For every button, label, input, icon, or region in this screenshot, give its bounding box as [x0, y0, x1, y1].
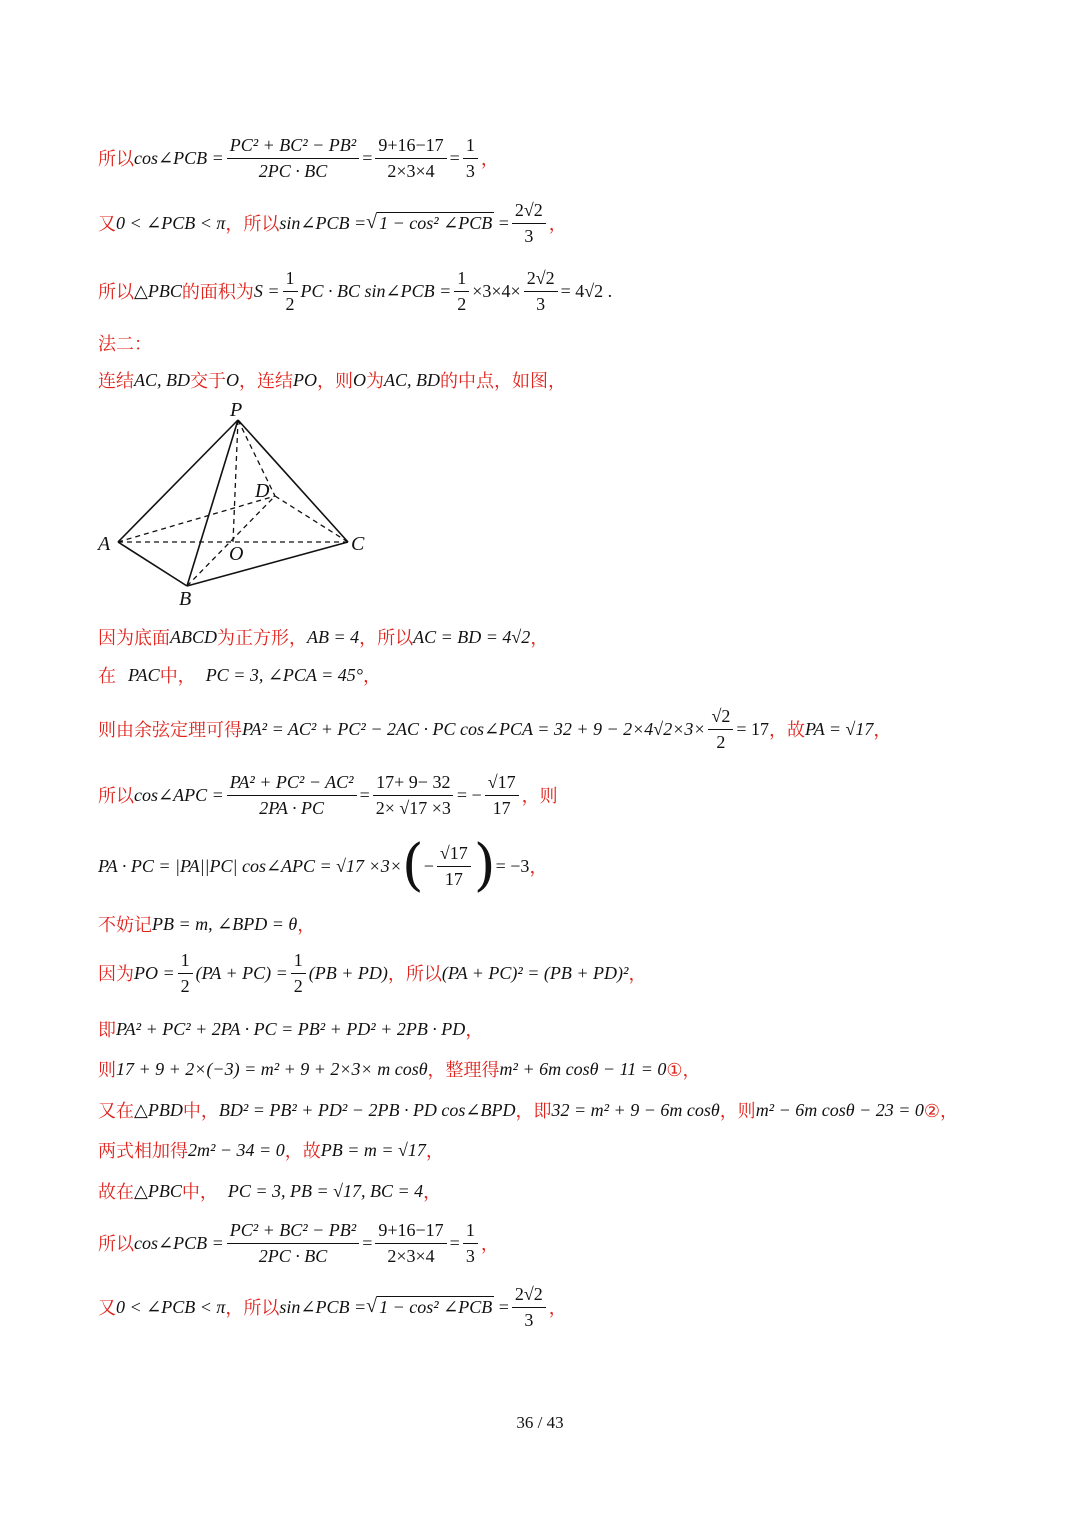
- line-cos-pcb-1: 所以 cos∠PCB = $\frac{\text{PC² + BC² − PB²}}{2PC \cdot BC}$ = $\frac{9+16-17}{2\times 3\times 4}$ = $\frac{1}{3}$ ，: [98, 135, 499, 181]
- fraction: $\frac{√17}{17}$: [437, 843, 471, 889]
- fraction: $\frac{1}{2}$: [178, 950, 193, 996]
- fraction: $\frac{\text{PA² + PC² − AC²}}{2PA \cdot PC}$: [227, 772, 357, 818]
- fraction: $\frac{1}{2}$: [291, 950, 306, 996]
- label-a: A: [98, 533, 111, 555]
- line-dot-product: PA · PC = |PA||PC| cos∠APC = √17 ×3× ( − $\frac{√17}{17}$ ) = −3 ，: [98, 833, 548, 898]
- pyramid-figure: [95, 400, 385, 610]
- fraction: $\frac{\text{PC² + BC² − PB²}}{2PC \cdot BC}$: [227, 1220, 359, 1266]
- line-po-vector: 因为 PO = $\frac{1}{2}$ (PA + PC) = $\frac{1}{2}$ (PB + PD) ，所以 (PA + PC)² = (PB + PD)² ，: [98, 950, 647, 996]
- fraction: $\frac{1}{3}$: [463, 135, 478, 181]
- fraction: $\frac{17+ 9- 32}{2\times √17 \times 3}$: [373, 772, 454, 818]
- line-sum: 两式相加得 2m² − 34 = 0 ，故 PB = m = √17 ，: [98, 1139, 444, 1162]
- method-two-heading: 法二：: [98, 334, 152, 355]
- line-equation-one: 则 17 + 9 + 2×(−3) = m² + 9 + 2×3× m cosθ ，整理得 m² + 6m cosθ − 11 = 0 ①，: [98, 1058, 701, 1081]
- line-cos-apc: 所以 cos∠APC = $\frac{\text{PA² + PC² − AC²}}{2PA \cdot PC}$ = $\frac{17+ 9- 32}{2\times √17 \times 3}$ = − $\frac{√17}{17}$ ，则: [98, 772, 558, 818]
- label-o: O: [229, 543, 244, 565]
- line-let-pb: 不妨记 PB = m, ∠BPD = θ ，: [98, 913, 316, 936]
- fraction: $\frac{2√2}{3}$: [524, 268, 558, 314]
- sqrt: √ 1 − cos² ∠PCB: [366, 1294, 493, 1317]
- label-b: B: [179, 588, 192, 610]
- fraction: $\frac{1}{2}$: [283, 268, 298, 314]
- line-cos-pcb-2: 所以 cos∠PCB = $\frac{\text{PC² + BC² − PB²}}{2PC \cdot BC}$ = $\frac{9+16-17}{2\times 3\times 4}$ = $\frac{1}{3}$ ，: [98, 1220, 499, 1266]
- fraction: $\frac{2√2}{3}$: [512, 200, 546, 246]
- label-c: C: [351, 533, 365, 555]
- sqrt: √ 1 − cos² ∠PCB: [366, 210, 493, 233]
- line-equation-two: 又在 △PBD 中， BD² = PB² + PD² − 2PB · PD cos∠BPD ，即 32 = m² + 9 − 6m cosθ ，则 m² − 6m cosθ − 23 = 0 ②，: [98, 1099, 958, 1122]
- fraction: $\frac{√17}{17}$: [485, 772, 519, 818]
- line-sin-pcb-1: 又 0 < ∠PCB < π ，所以 sin∠PCB = √ 1 − cos² ∠PCB = $\frac{2√2}{3}$ ，: [98, 200, 567, 246]
- fraction: $\frac{1}{3}$: [463, 1220, 478, 1266]
- line-area-pbc: 所以 △PBC 的面积为 S = $\frac{1}{2}$ PC · BC sin∠PCB = $\frac{1}{2}$ ×3×4× $\frac{2√2}{3}$ = 4√2 .: [98, 268, 613, 314]
- label-p: P: [230, 400, 243, 421]
- line-in-pbc: 故在 △PBC 中， PC = 3, PB = √17, BC = 4 ，: [98, 1180, 442, 1203]
- line-connect: 连结 AC, BD 交于 O ，连结 PO ，则 O 为 AC, BD 的中点，如图，: [98, 369, 566, 392]
- fraction: $\frac{√2}{2}$: [708, 706, 733, 752]
- label-d: D: [255, 480, 270, 502]
- line-square-base: 因为底面 ABCD 为正方形， AB = 4 ，所以 AC = BD = 4√2 ，: [98, 626, 549, 649]
- fraction: $\frac{9+16-17}{2\times 3\times 4}$: [375, 135, 446, 181]
- fraction: $\frac{\text{PC² + BC² − PB²}}{2PC \cdot BC}$: [227, 135, 359, 181]
- line-in-pac: 在 PAC 中， PC = 3, ∠PCA = 45° ，: [98, 664, 381, 687]
- line-expand: 即 PA² + PC² + 2PA · PC = PB² + PD² + 2PB · PD ，: [98, 1018, 484, 1041]
- fraction: $\frac{2√2}{3}$: [512, 1284, 546, 1330]
- page-number: 36 / 43: [516, 1413, 564, 1432]
- fraction: $\frac{1}{2}$: [454, 268, 469, 314]
- line-sin-pcb-2: 又 0 < ∠PCB < π ，所以 sin∠PCB = √ 1 − cos² ∠PCB = $\frac{2√2}{3}$ ，: [98, 1284, 567, 1330]
- fraction: $\frac{9+16-17}{2\times 3\times 4}$: [375, 1220, 446, 1266]
- line-cosine-law-pa: 则由余弦定理可得 PA² = AC² + PC² − 2AC · PC cos∠PCA = 32 + 9 − 2×4√2×3× $\frac{√2}{2}$ = 17 ，故 PA = √17 ，: [98, 706, 892, 752]
